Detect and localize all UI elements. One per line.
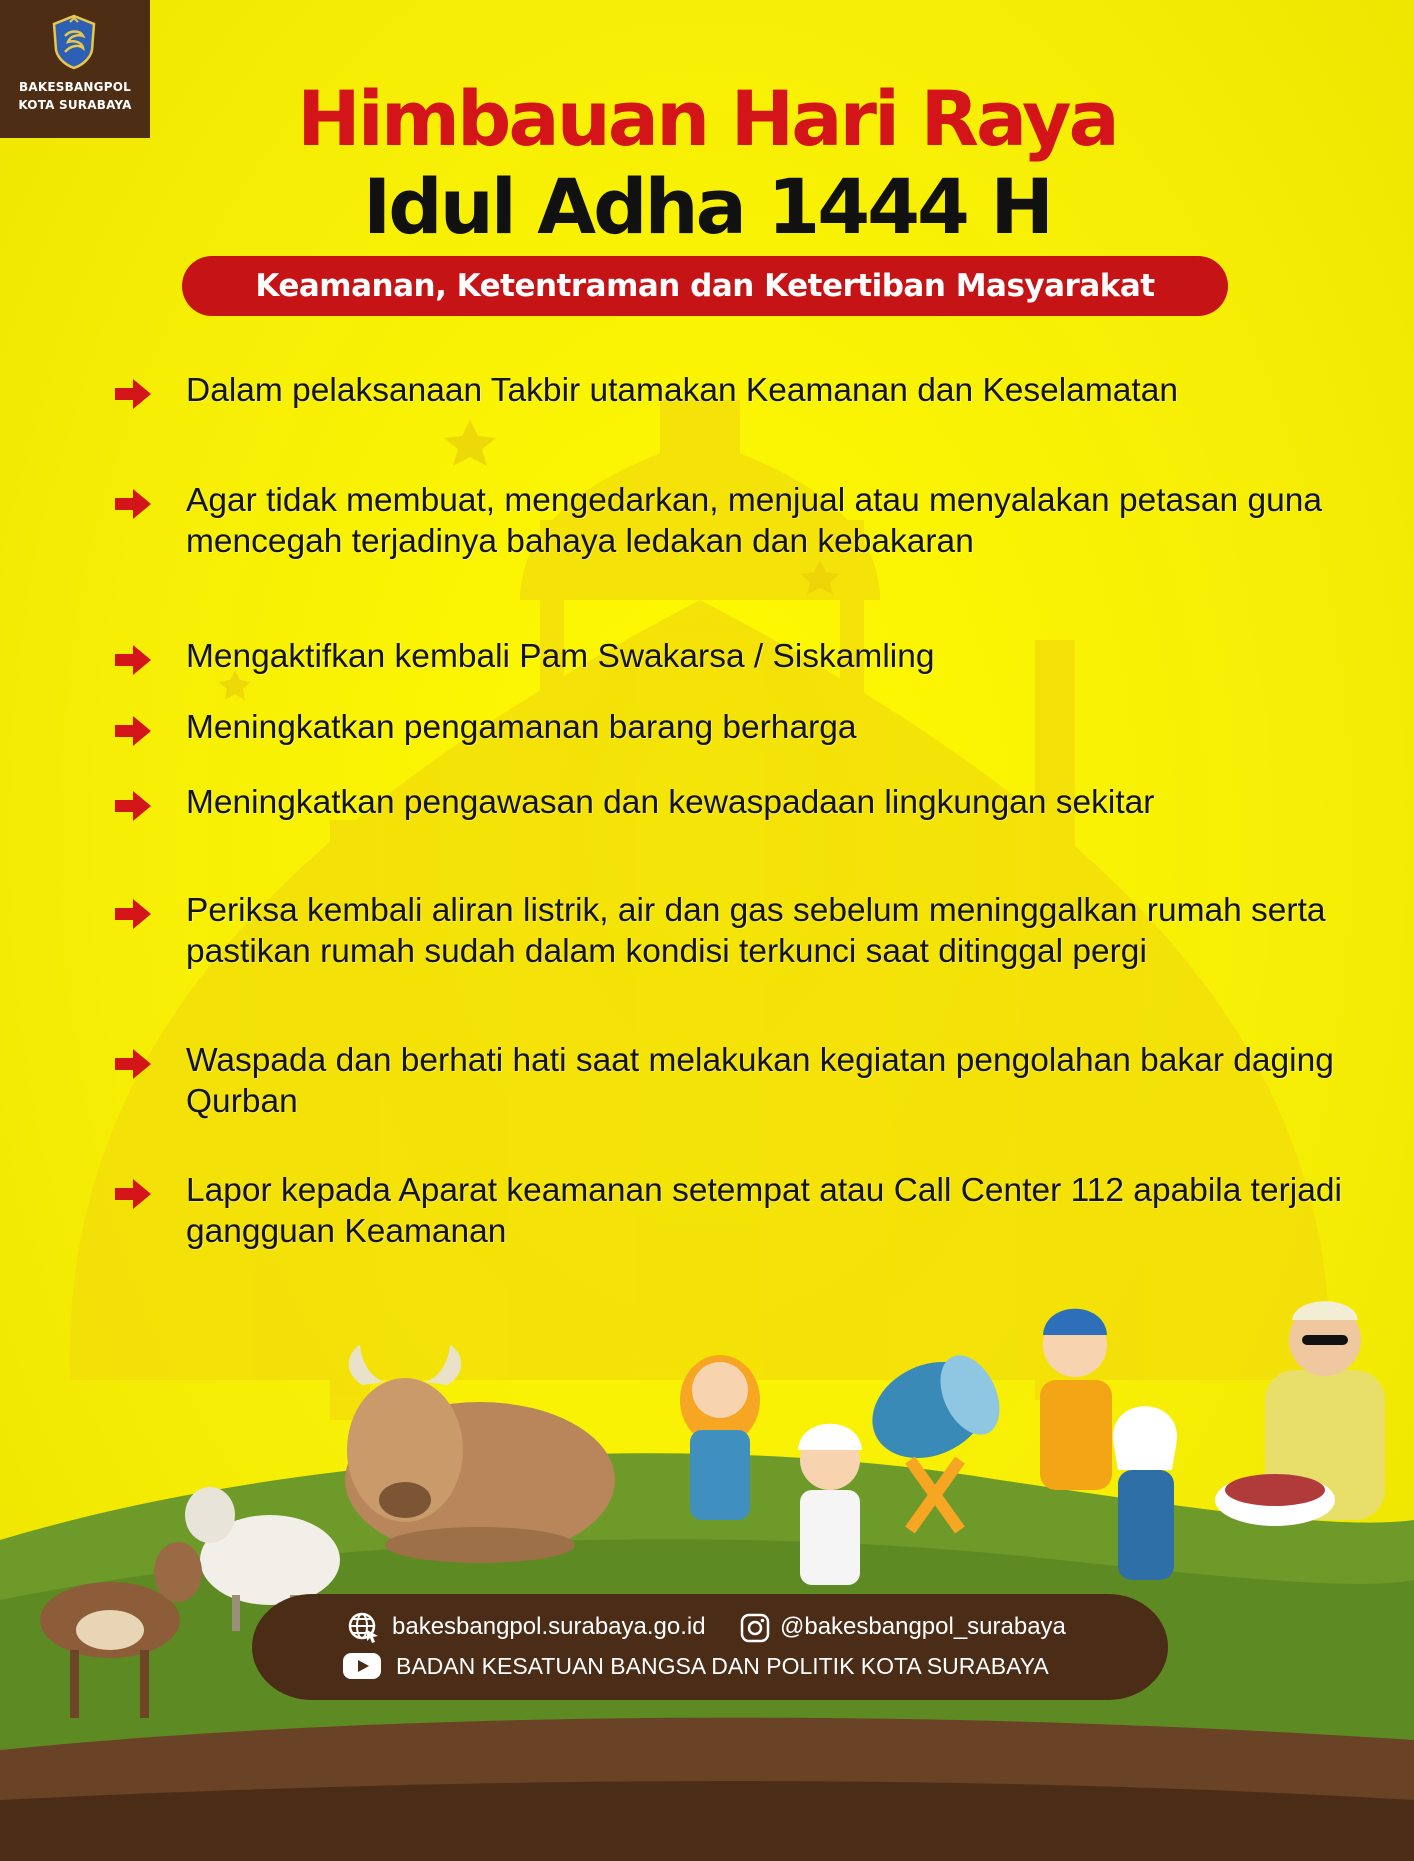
footer-contact — [252, 1594, 1168, 1700]
arrow-right-icon — [115, 899, 151, 929]
logo-line-2: KOTA SURABAYA — [18, 98, 132, 112]
surabaya-crest-icon — [50, 14, 98, 70]
youtube-channel[interactable]: BADAN KESATUAN BANGSA DAN POLITIK KOTA SURABAYA — [396, 1653, 1049, 1679]
arrow-right-icon — [115, 791, 151, 821]
arrow-right-icon — [115, 716, 151, 746]
list-item-text: Mengaktifkan kembali Pam Swakarsa / Siskamling — [186, 638, 935, 675]
list-item-text: Dalam pelaksanaan Takbir utamakan Keamanan dan Keselamatan — [186, 372, 1178, 409]
list-item-text: Lapor kepada Aparat keamanan setempat atau Call Center 112 apabila terjadi gangguan Keamanan — [186, 1172, 1342, 1250]
instagram-icon — [740, 1613, 770, 1643]
list-item-text: Waspada dan berhati hati saat melakukan kegiatan pengolahan bakar daging Qurban — [186, 1042, 1334, 1120]
arrow-right-icon — [115, 489, 151, 519]
instagram-handle[interactable]: @bakesbangpol_surabaya — [780, 1613, 1066, 1640]
list-item-text: Periksa kembali aliran listrik, air dan gas sebelum meninggalkan rumah serta pastikan rumah sudah dalam kondisi terkunci saat ditinggal pergi — [186, 892, 1326, 970]
page-subtitle: Idul Adha 1444 H — [363, 162, 1051, 251]
arrow-right-icon — [115, 1049, 151, 1079]
page-title: Himbauan Hari Raya — [297, 74, 1117, 163]
youtube-icon — [342, 1652, 382, 1680]
arrow-right-icon — [115, 645, 151, 675]
topic-banner: Keamanan, Ketentraman dan Ketertiban Masyarakat — [182, 256, 1228, 316]
website-link[interactable]: bakesbangpol.surabaya.go.id — [392, 1613, 706, 1640]
list-item-text: Meningkatkan pengamanan barang berharga — [186, 709, 857, 746]
globe-icon — [348, 1612, 380, 1644]
list-item-text: Agar tidak membuat, mengedarkan, menjual atau menyalakan petasan guna mencegah terjadinya bahaya ledakan dan kebakaran — [186, 482, 1322, 560]
arrow-right-icon — [115, 379, 151, 409]
logo-line-1: BAKESBANGPOL — [19, 80, 131, 94]
list-item-text: Meningkatkan pengawasan dan kewaspadaan lingkungan sekitar — [186, 784, 1155, 821]
arrow-right-icon — [115, 1179, 151, 1209]
